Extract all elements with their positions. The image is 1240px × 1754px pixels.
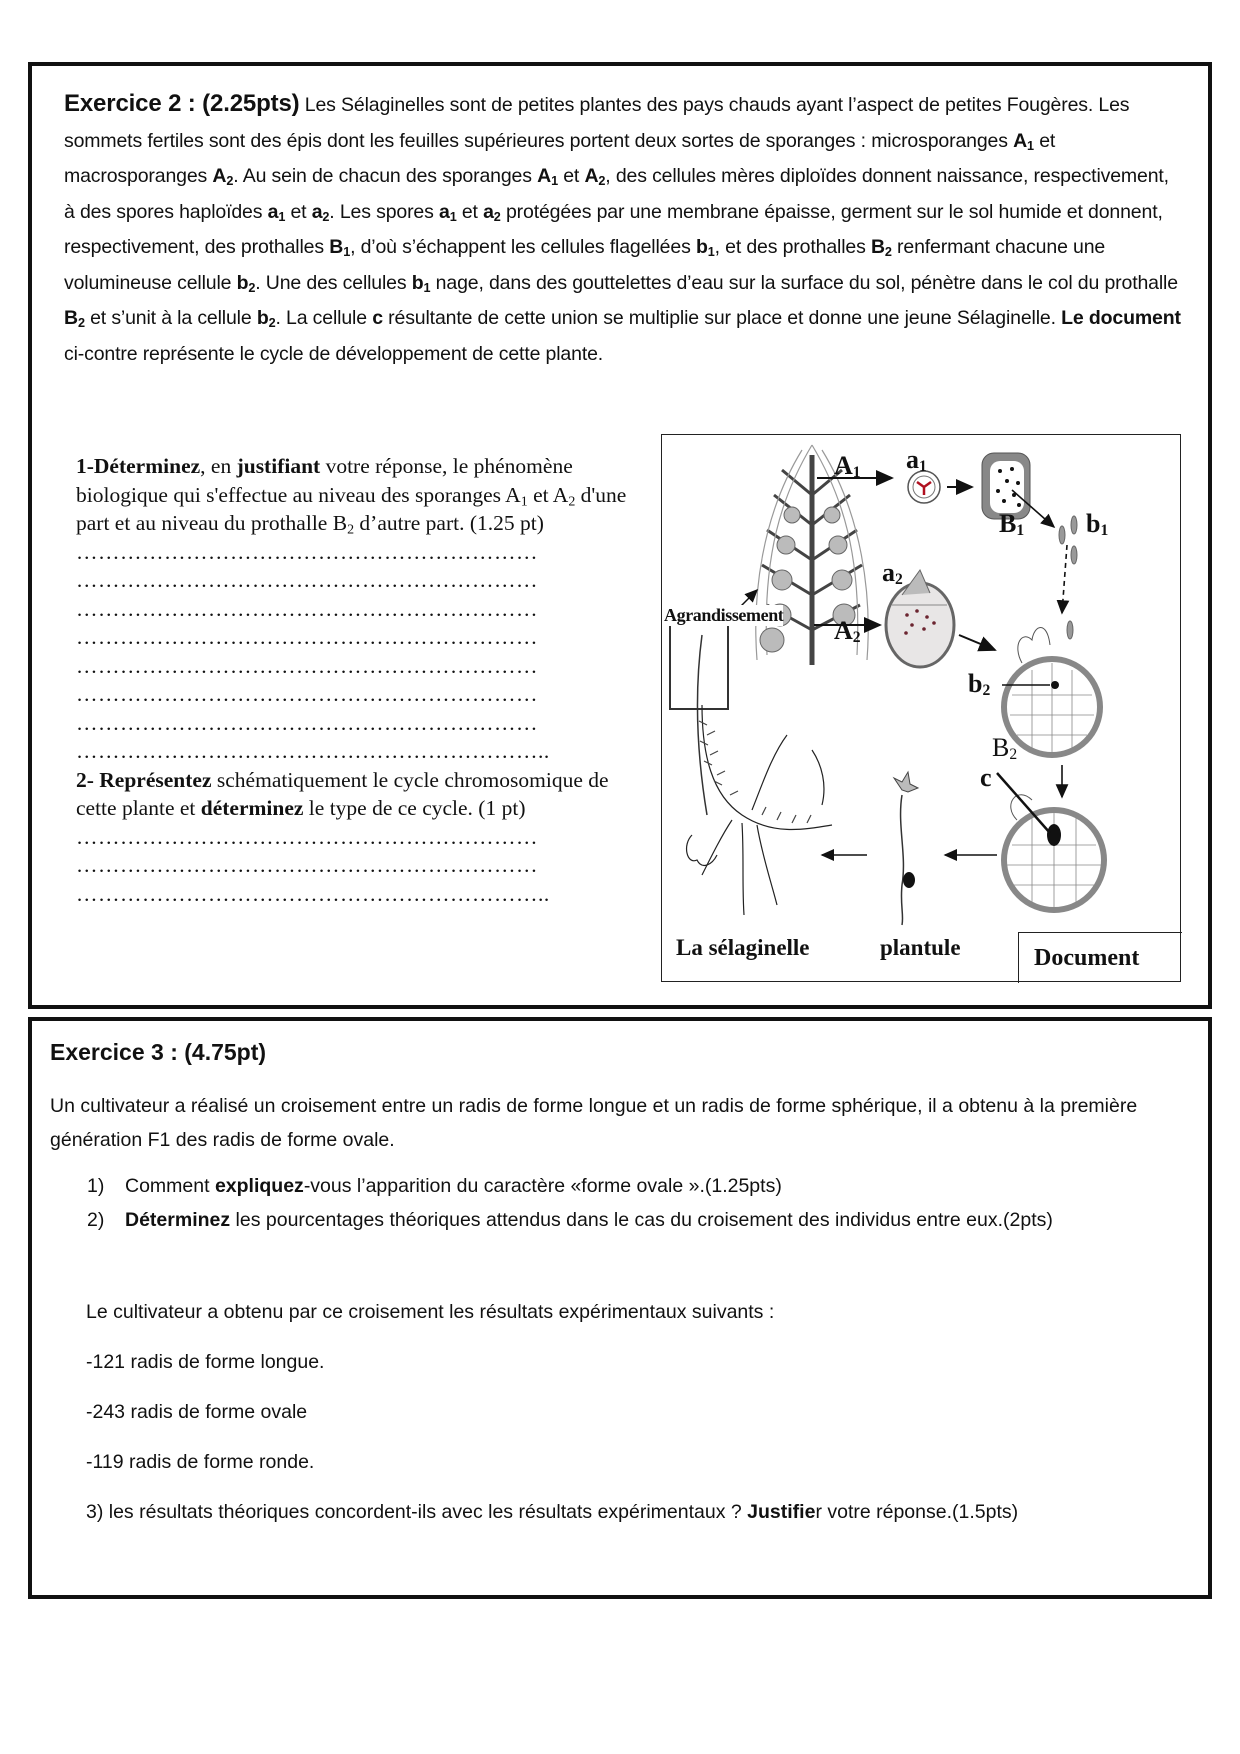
label-B2: $B_2$ [992,733,1018,764]
result-round: -119 radis de forme ronde. [86,1451,315,1473]
question-text: 3) les résultats théoriques concordent-ils avec les résultats expérimentaux ? [86,1501,748,1523]
question-text: les pourcentages théoriques attendus dans le cas du croisement des individus entre eux.(2pts) [230,1209,1053,1231]
label-A1: $A_1$ [834,451,861,482]
exercise-3-question-1 [87,1169,1137,1203]
intro-text: et [456,200,484,223]
subscript: 2 [598,174,606,189]
intro-text: . Au sein de chacun des sporanges [233,165,538,187]
bold-term: $b_1$ [695,236,715,260]
bold-term: $B_2$ [64,307,85,331]
intro-text: et s’unit à la cellule [84,307,257,329]
subscript: 2 [77,316,85,331]
question-2-text: le type de ce cycle. (1 pt) [303,796,526,820]
answer-line[interactable]: ……………………………………………………… [76,682,538,706]
bold-term: c [372,307,383,329]
intro-text: protégées par une membrane épaisse, germent sur le sol humide et donnent, respectivement, des prothalles [64,200,1163,258]
label-b2: $b_2$ [968,669,991,700]
exercise-3-box [28,1017,1212,1599]
bold-term: $B_1$ [329,236,351,260]
subscript: 2 [493,209,501,224]
exercise-2-heading: Exercice 2 : (2.25pts) [64,90,300,117]
caption-document: Document [1018,932,1182,983]
answer-line[interactable]: ……………………………………………………… [76,853,538,877]
bold-term: $a_2$ [483,200,501,224]
exercise-2-questions [76,452,636,908]
intro-text: et macrosporanges [64,129,1056,187]
zygote-prothallus [997,773,1104,910]
subscript: 1 [551,174,558,189]
caption-plantule: plantule [880,935,961,960]
question-text: r votre réponse.(1.5pts) [815,1501,1019,1523]
label-a1: $a_1$ [906,445,927,476]
question-2-keyword: déterminez [200,796,304,820]
question-1-text: et A [527,482,569,507]
subscript: 2 [884,245,892,260]
question-1-text: , en [200,454,237,478]
exercise-2-box [28,62,1212,1009]
bold-term: $A_2$ [584,165,606,189]
answer-line[interactable]: ……………………………………………………… [76,824,538,849]
life-cycle-diagram [661,434,1181,982]
exercise-2-intro [64,86,1184,372]
intro-text: . Les spores [329,200,439,223]
answer-area-q2[interactable] [76,823,636,909]
label-agrandissement: Agrandissement [664,605,784,625]
bold-term: $B_2$ [870,236,892,260]
bold-term: $a_1$ [439,200,457,224]
question-text: Comment [125,1175,215,1197]
intro-text: et [557,165,585,187]
bold-term: $b_2$ [236,271,256,295]
question-1-text: votre réponse, le phénomène biologique qui s'effectue au niveau des sporanges A [76,454,573,507]
subscript: 2 [347,522,355,538]
answer-line[interactable]: ……………………………………………………… [76,710,538,735]
intro-text: renfermant chacune une volumineuse cellule [64,236,1106,294]
subscript: 1 [520,493,528,509]
intro-text: ci-contre représente le cycle de développement de cette plante. [64,342,604,365]
result-oval: -243 radis de forme ovale [86,1401,308,1423]
subscript: 2 [248,280,256,295]
subscript: 1 [707,245,715,260]
question-2-verb: 2- Représentez [76,767,212,792]
question-number: 1) [87,1175,105,1197]
exercise-3-heading: Exercice 3 : (4.75pt) [50,1039,267,1065]
question-1-text: d'une part et au niveau du prothalle B [76,482,627,535]
question-1-verb: 1-Déterminez [76,454,201,478]
bold-term: $A_1$ [537,165,558,189]
exercise-3-question-3 [86,1501,1018,1524]
answer-line[interactable]: ……………………………………………………… [76,596,538,621]
question-2-text: schématiquement le cycle chromosomique de cette plante et [76,767,609,820]
answer-line[interactable]: ……………………………………………………… [76,625,538,649]
bold-term: $a_2$ [311,200,330,224]
exercise-3-question-2 [87,1203,1137,1237]
bold-term: $a_1$ [267,200,286,224]
subscript: 1 [278,209,286,224]
intro-text: , des cellules mères diploïdes donnent naissance, respectivement, à des spores haploïdes [64,165,1169,223]
question-keyword: Justifie [747,1501,816,1523]
intro-text: , d’où s’échappent les cellules flagellées [350,236,696,258]
exercise-3-intro [50,1089,1190,1157]
subscript: 2 [322,209,330,224]
intro-text: Les Sélaginelles sont de petites plantes des pays chauds ayant l’aspect de petites Fougères. Les sommets fertiles sont des épis dont les feuilles supérieures portent deux sortes de sporanges : microsporanges [64,94,1130,152]
subscript: 1 [343,245,351,260]
microspore-a1 [908,471,940,503]
answer-line[interactable]: ……………………………………………………….. [76,881,550,906]
exercise-3-question-list [87,1169,1137,1237]
question-2 [76,766,636,823]
subscript: 2 [268,316,276,331]
seedling-illustration [894,772,918,925]
answer-line[interactable]: ……………………………………………………… [76,653,538,678]
question-keyword: Déterminez [125,1209,231,1231]
bold-term: $A_2$ [212,165,234,189]
answer-line[interactable]: ……………………………………………………….. [76,739,550,763]
answer-line[interactable]: ……………………………………………………… [76,539,538,564]
intro-text: . La cellule [275,307,373,329]
subscript: 1 [423,280,431,295]
question-number: 2) [87,1209,105,1231]
bold-term: $b_2$ [256,307,276,331]
caption-selaginella: La sélaginelle [676,935,810,960]
exercise-3-intro-text: Un cultivateur a réalisé un croisement entre un radis de forme longue et un radis de forme sphérique, il a obtenu à la première génération F1 des radis de forme ovale. [50,1095,1138,1151]
result-long: -121 radis de forme longue. [86,1351,325,1373]
exercise-2-intro-text [64,94,1181,365]
subscript: 2 [568,493,576,509]
subscript: 1 [449,209,457,224]
intro-text: nage, dans des gouttelettes d’eau sur la surface du sol, pénètre dans le col du prothalle [430,271,1178,294]
label-b1: $b_1$ [1086,509,1109,540]
question-1-keyword: justifiant [236,454,321,478]
label-B1: $B_1$ [999,509,1025,540]
question-1 [76,452,636,538]
subscript: 1 [1027,138,1034,153]
question-1-text: d’autre part. (1.25 pt) [354,511,544,535]
subscript: 2 [226,174,234,189]
answer-area-q1[interactable] [76,538,636,766]
results-intro: Le cultivateur a obtenu par ce croisement les résultats expérimentaux suivants : [86,1301,775,1323]
label-c: c [980,763,992,792]
intro-text: , et des prothalles [714,236,871,258]
label-A2: $A_2$ [834,616,861,647]
question-keyword: expliquez [214,1175,304,1197]
selaginella-plant [687,705,832,915]
intro-text: . Une des cellules [255,271,412,294]
answer-line[interactable]: ……………………………………………………… [76,568,538,592]
bold-term: $A_1$ [1013,129,1034,153]
label-a2: $a_2$ [882,558,903,589]
bold-term: $b_1$ [411,271,431,295]
intro-text: résultante de cette union se multiplie sur place et donne une jeune Sélaginelle. [382,307,1062,329]
antherozoids-b1 [1059,516,1077,639]
intro-text: et [285,200,312,223]
question-text: -vous l’apparition du caractère «forme ovale ».(1.25pts) [303,1175,782,1197]
bold-term: Le document [1061,307,1181,329]
